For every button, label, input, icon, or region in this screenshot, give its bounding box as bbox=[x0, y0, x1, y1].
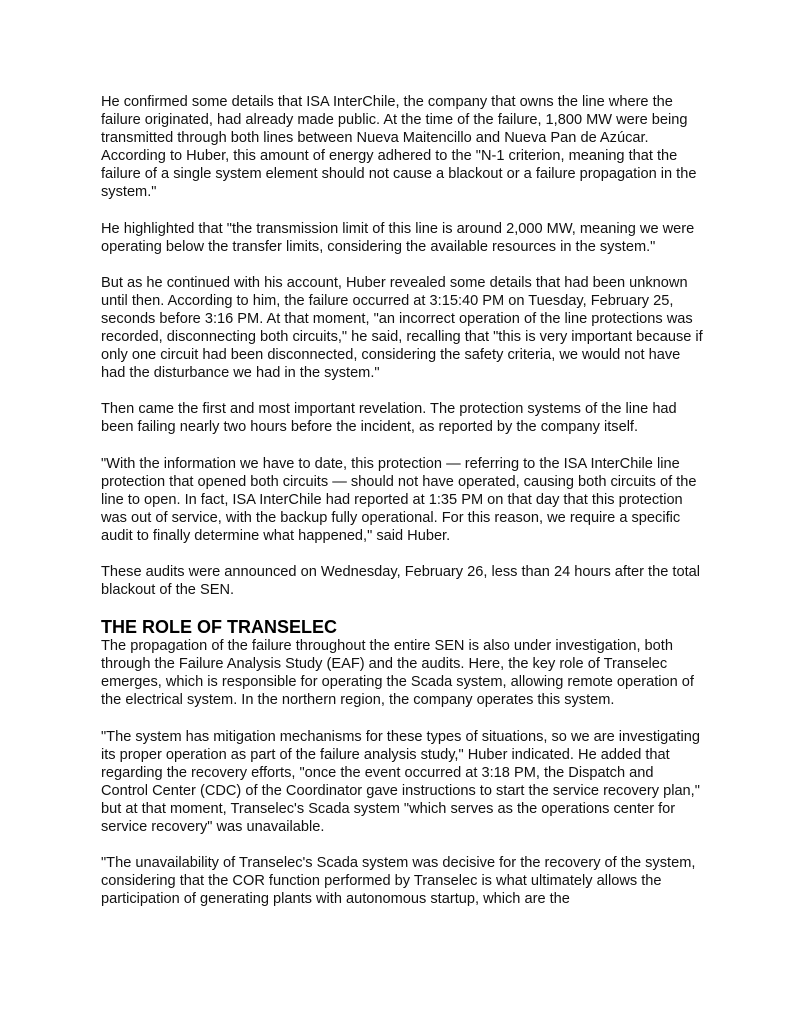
paragraph-confirmed-details: He confirmed some details that ISA InterChile, the company that owns the line where the failure originated, had already made public. At the time of the failure, 1,800 MW were being transmitted through both lines between Nueva Maitencillo and Nueva Pan de Azúcar. According to Huber, this amount of energy adhered to the "N-1 criterion, meaning that the failure of a single system element should not cause a blackout or a failure propagation in the system." bbox=[101, 94, 697, 201]
paragraph-failure-account: But as he continued with his account, Huber revealed some details that had been unknown until then. According to him, the failure occurred at 3:15:40 PM on Tuesday, February 25, seconds before 3:16 PM. At that moment, "an incorrect operation of the line protections was recorded, disconnecting both circuits," he said, recalling that "this is very important because if only one circuit had been disconnected, considering the safety criteria, we would not have had the disturbance we had in the system." bbox=[101, 274, 703, 382]
paragraph-mitigation-mechanisms: "The system has mitigation mechanisms for these types of situations, so we are investigating its proper operation as part of the failure analysis study," Huber indicated. He added that regarding the recovery efforts, "once the event occurred at 3:18 PM, the Dispatch and Control Center (CDC) of the Coordinator gave instructions to start the service recovery plan," but at that moment, Transelec's Scada system "which serves as the operations center for service recovery" was unavailable. bbox=[101, 728, 700, 835]
section-heading: THE ROLE OF TRANSELEC bbox=[101, 617, 338, 638]
paragraph-transmission-limit: He highlighted that "the transmission limit of this line is around 2,000 MW, meaning we were operating below the transfer limits, considering the available resources in the system." bbox=[101, 220, 695, 255]
paragraph-scada-unavailability: "The unavailability of Transelec's Scada system was decisive for the recovery of the system, considering that the COR function performed by Transelec is what ultimately allows the participation of generating plants with autonomous startup, which are the bbox=[101, 855, 696, 908]
article-body bbox=[101, 93, 703, 926]
paragraph-failure-propagation: The propagation of the failure throughout the entire SEN is also under investigation, both through the Failure Analysis Study (EAF) and the audits. Here, the key role of Transelec emerges, which is responsible for operating the Scada system, allowing remote operation of the electrical system. In the northern region, the company operates this system. bbox=[101, 638, 694, 709]
paragraph-protection-quote: "With the information we have to date, this protection — referring to the ISA InterChile line protection that opened both circuits — should not have operated, causing both circuits of the line to open. In fact, ISA InterChile had reported at 1:35 PM on that day that this protection was out of service, with the backup fully operational. For this reason, we require a specific audit to finally determine what happened," said Huber. bbox=[101, 455, 697, 544]
paragraph-audits-announced: These audits were announced on Wednesday, February 26, less than 24 hours after the total blackout of the SEN. bbox=[101, 563, 700, 599]
paragraph-first-revelation: Then came the first and most important revelation. The protection systems of the line had been failing nearly two hours before the incident, as reported by the company itself. bbox=[101, 401, 677, 436]
